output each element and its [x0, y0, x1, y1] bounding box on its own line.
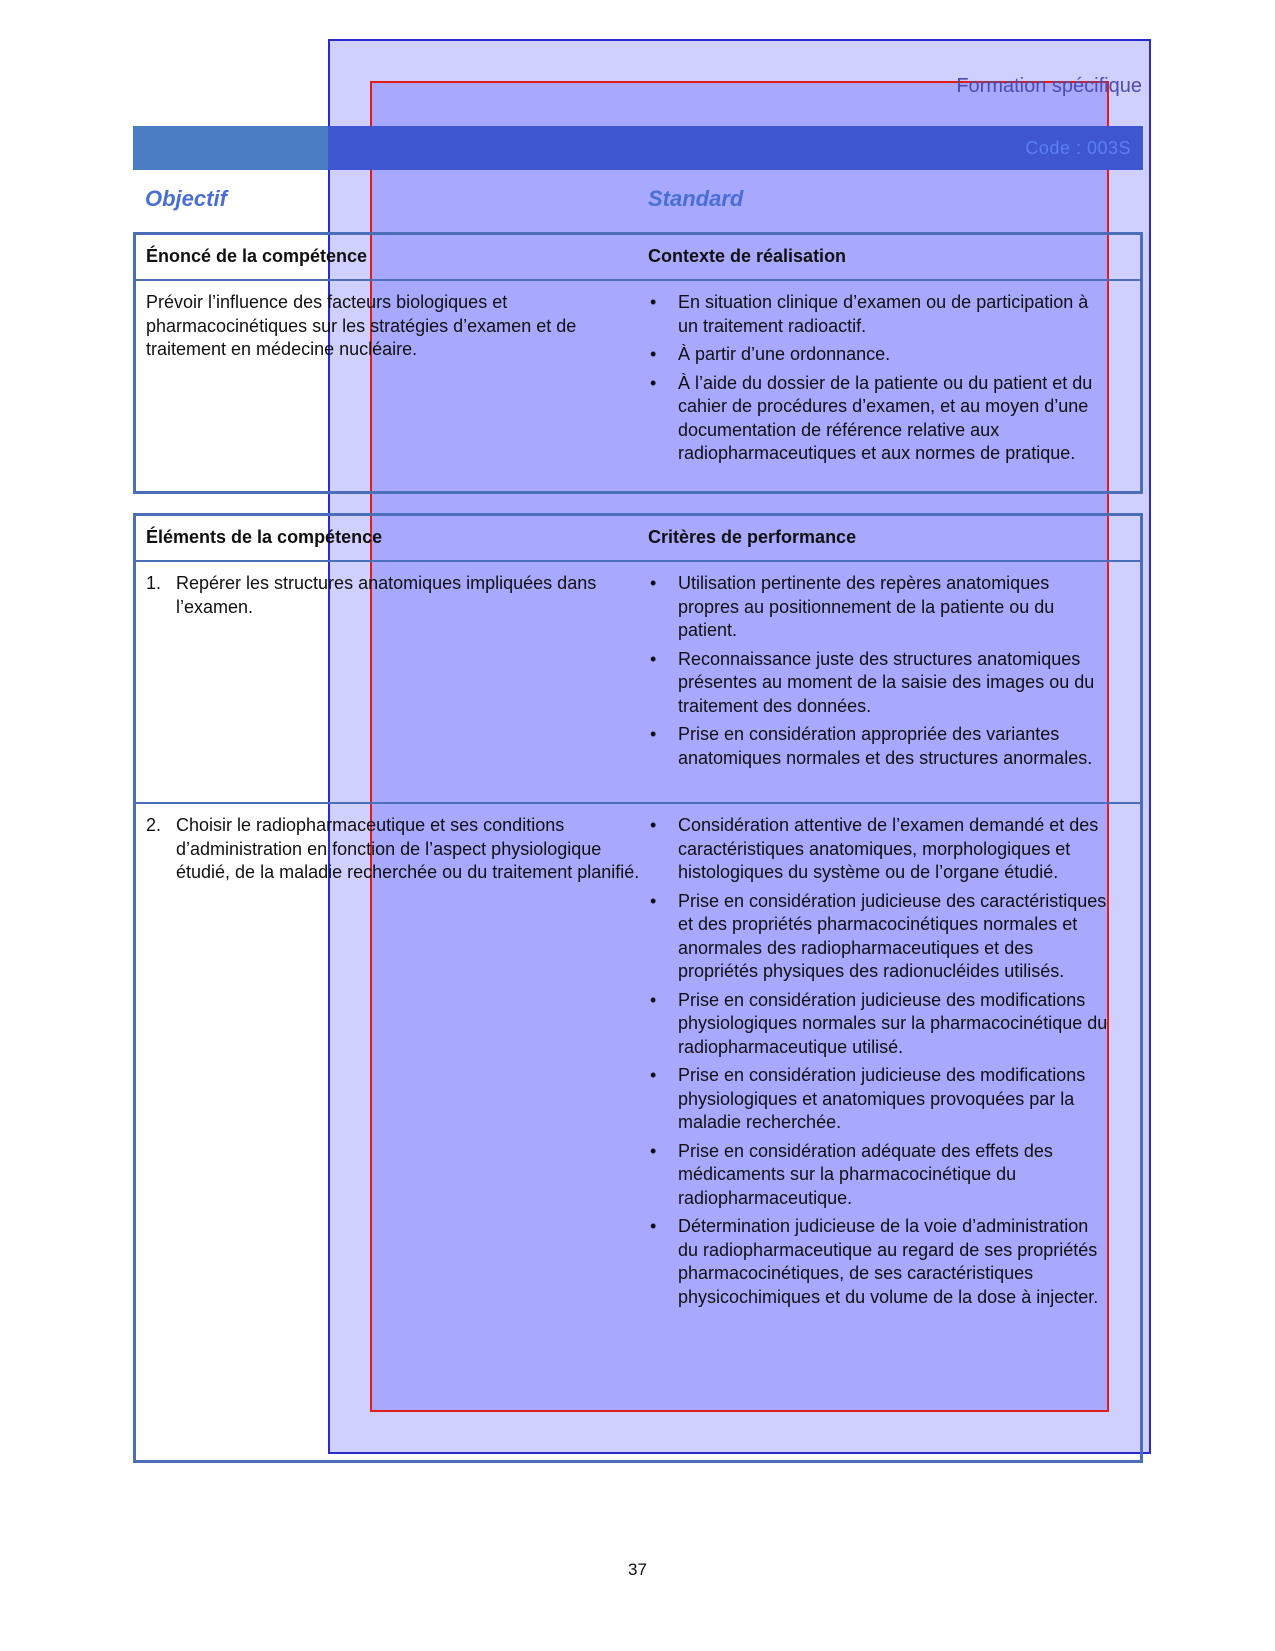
criteria-item: • Utilisation pertinente des repères anatomiques propres au positionnement de la patiente ou du patient. — [648, 572, 1113, 643]
context-list — [648, 291, 1113, 471]
element-text: Choisir le radiopharmaceutique et ses conditions d’administration en fonction de l’aspect physiologique étudié, de la maladie recherchée ou du traitement planifié. — [176, 815, 640, 882]
criteria-item: • Reconnaissance juste des structures anatomiques présentes au moment de la saisie des images ou du traitement des données. — [648, 648, 1113, 719]
code-banner — [133, 126, 1143, 170]
criteria-item: • Prise en considération judicieuse des modifications physiologiques et anatomiques provoquées par la maladie recherchée. — [648, 1064, 1113, 1135]
competency-code: Code : 003S — [1025, 138, 1131, 158]
competency-elements-box — [133, 513, 1143, 1463]
criteria-item: • Détermination judicieuse de la voie d’administration du radiopharmaceutique au regard de ses propriétés pharmacocinétiques, de ses caractéristiques physicochimiques et du volume de la dose à injecter. — [648, 1215, 1113, 1309]
context-header: Contexte de réalisation — [648, 246, 847, 266]
element-number: 1. — [146, 573, 162, 593]
criteria-list-2 — [648, 814, 1113, 1314]
criteria-item: • Prise en considération adéquate des effets des médicaments sur la pharmacocinétique du radiopharmaceutique. — [648, 1140, 1113, 1211]
elements-header: Éléments de la compétence — [146, 527, 383, 547]
criteria-item: • Considération attentive de l’examen demandé et des caractéristiques anatomiques, morphologiques et histologiques du système ou de l’organe étudié. — [648, 814, 1113, 885]
criteria-header: Critères de performance — [648, 527, 857, 547]
criteria-item: • Prise en considération appropriée des variantes anatomiques normales et des structures anormales. — [648, 723, 1113, 770]
box2-header — [136, 516, 1140, 562]
criteria-item: • Prise en considération judicieuse des modifications physiologiques normales sur la pharmacocinétique du radiopharmaceutique utilisé. — [648, 989, 1113, 1060]
objectif-heading: Objectif — [145, 186, 227, 211]
competency-statement: Prévoir l’influence des facteurs biologiques et pharmacocinétiques sur les stratégies d’examen et de traitement en médecine nucléaire. — [146, 292, 577, 359]
criteria-list-1 — [648, 572, 1113, 775]
competency-statement-box — [133, 232, 1143, 494]
page-number: 37 — [628, 1560, 647, 1579]
element-text: Repérer les structures anatomiques impliquées dans l’examen. — [176, 573, 597, 617]
element-item-2 — [146, 814, 646, 885]
element-row-2 — [136, 802, 1140, 1460]
standard-heading: Standard — [648, 186, 744, 211]
element-number: 2. — [146, 815, 162, 835]
document-title: Formation spécifique — [956, 75, 1142, 97]
criteria-item: • Prise en considération judicieuse des caractéristiques et des propriétés pharmacocinétiques normales et anormales des radiopharmaceutiques et des propriétés physiques des radionucléides utilisés. — [648, 890, 1113, 984]
context-item: • À l’aide du dossier de la patiente ou du patient et du cahier de procédures d’examen, et au moyen d’une documentation de référence relative aux radiopharmaceutiques et aux normes de pratique. — [648, 372, 1113, 466]
statement-header: Énoncé de la compétence — [146, 246, 368, 266]
context-item: • En situation clinique d’examen ou de participation à un traitement radioactif. — [648, 291, 1113, 338]
element-row-1 — [136, 562, 1140, 802]
element-item-1 — [146, 572, 646, 619]
context-item: • À partir d’une ordonnance. — [648, 343, 1113, 367]
box1-row — [136, 281, 1140, 493]
box1-header — [136, 235, 1140, 281]
